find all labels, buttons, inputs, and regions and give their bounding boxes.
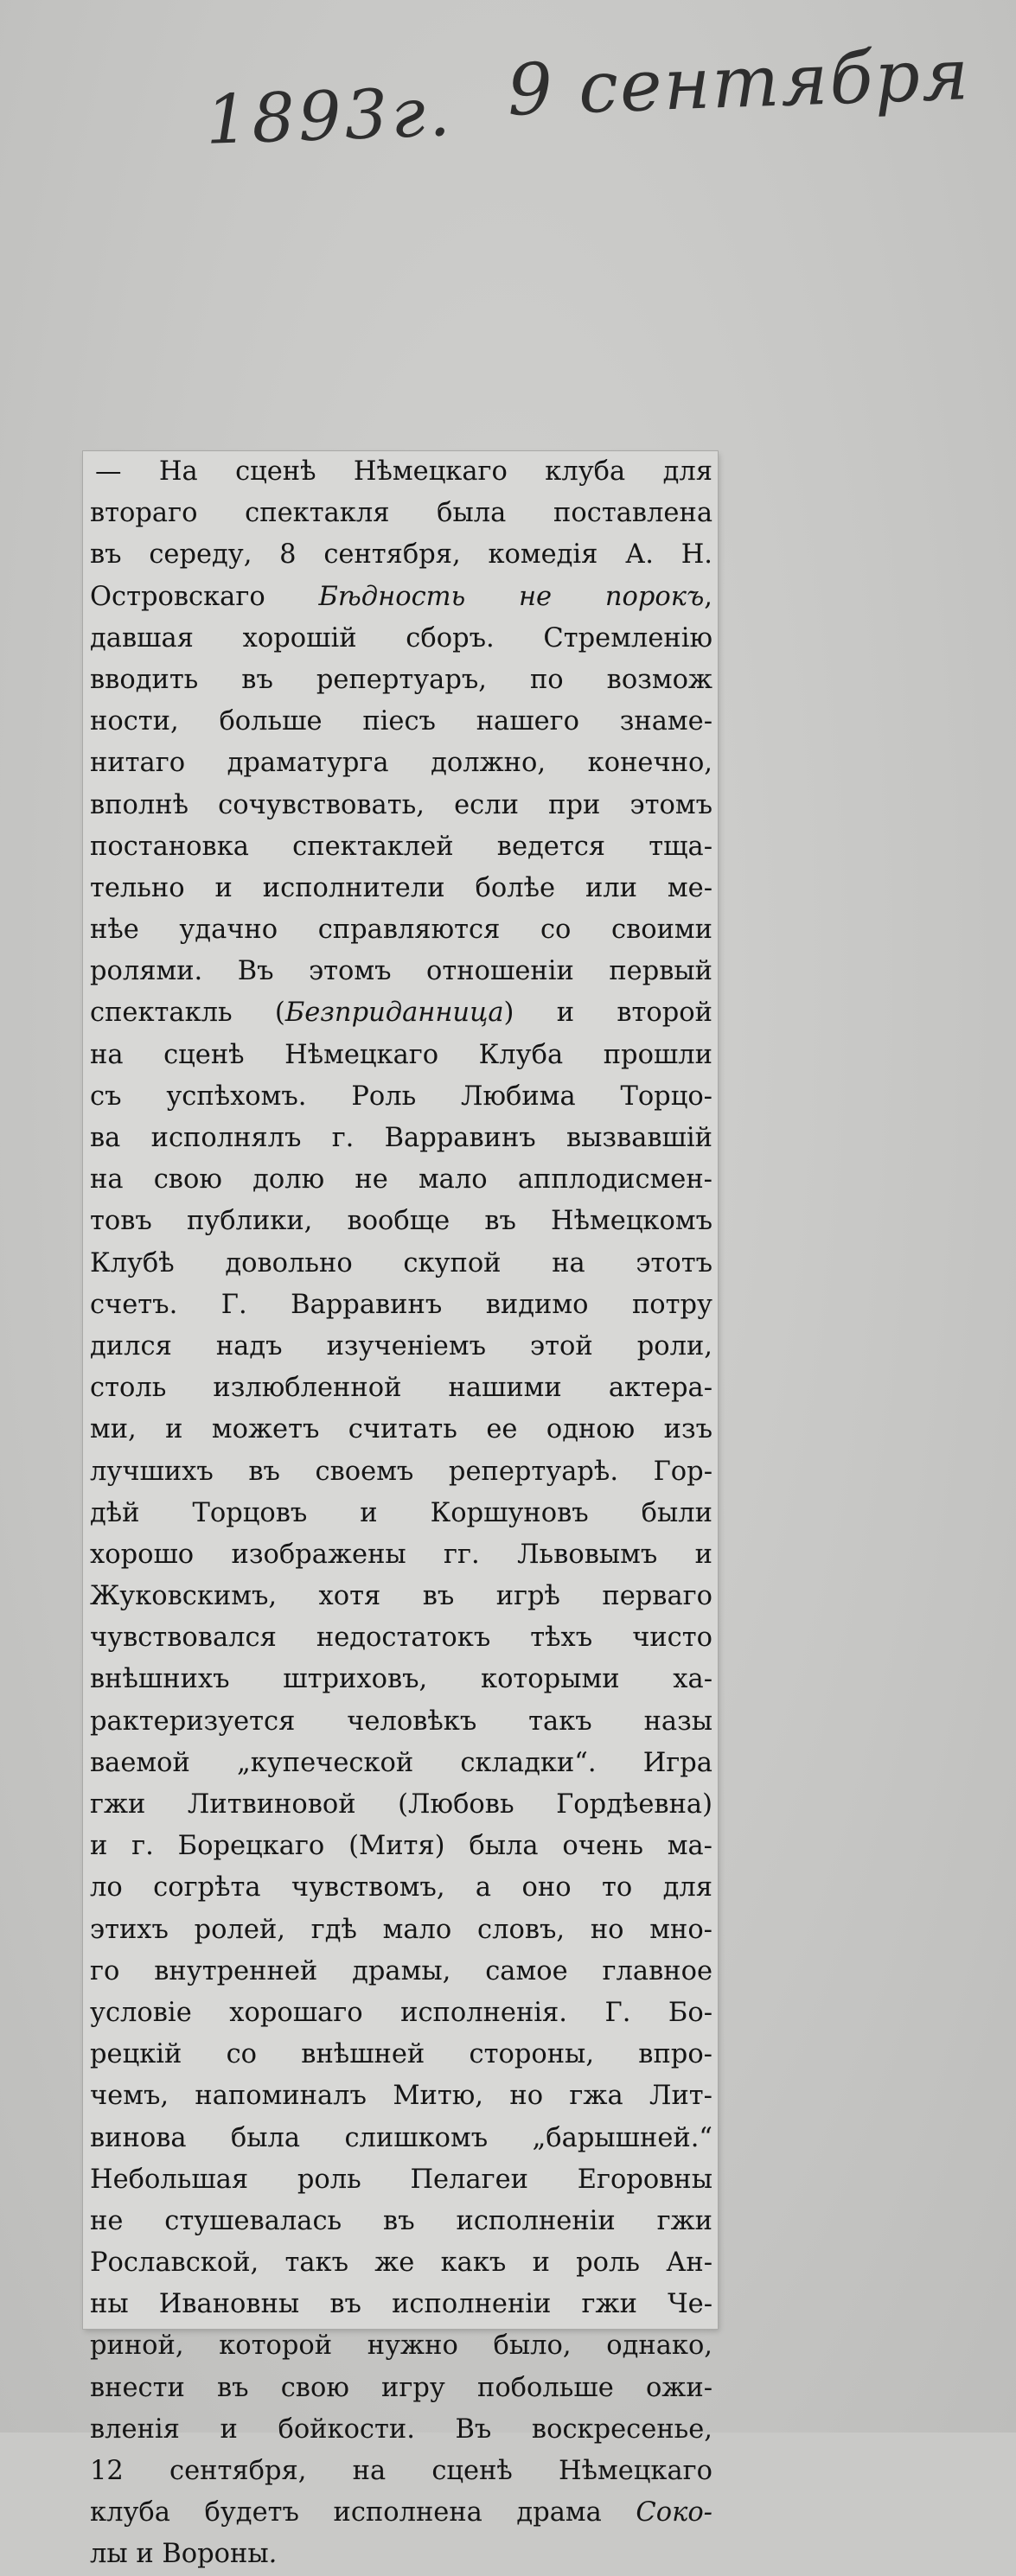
article-line: рецкій со внѣшней стороны, впро- xyxy=(90,2039,712,2070)
article-line: внести въ свою игру побольше ожи- xyxy=(90,2372,712,2403)
article-line: не стушевалась въ исполненіи гжи xyxy=(90,2205,712,2236)
article-line: тельно и исполнители болѣе или ме- xyxy=(90,872,712,903)
article-line: ны Ивановны въ исполненіи гжи Че- xyxy=(90,2289,712,2320)
article-line: дился надъ изученіемъ этой роли, xyxy=(90,1330,712,1361)
article-line: хорошо изображены гг. Львовымъ и xyxy=(90,1539,712,1570)
article-line: на свою долю не мало апплодисмен- xyxy=(90,1164,712,1196)
article-line: ми, и можетъ считать ее одною изъ xyxy=(90,1414,712,1445)
article-line: — На сценѣ Нѣмецкаго клуба для xyxy=(95,456,712,487)
article-line: вполнѣ сочувствовать, если при этомъ xyxy=(90,789,712,820)
article-line: съ успѣхомъ. Роль Любима Торцо- xyxy=(90,1081,712,1112)
article-line: Островскаго Бѣдность не порокъ, xyxy=(90,581,712,612)
article-line: ва исполнялъ г. Варравинъ вызвавшій xyxy=(90,1123,712,1153)
article-line: счетъ. Г. Варравинъ видимо потру xyxy=(90,1289,712,1320)
article-line: дѣй Торцовъ и Коршуновъ были xyxy=(90,1497,712,1528)
article-line: винова была слишкомъ „барышней.“ xyxy=(90,2122,712,2153)
handwritten-year: 1893г. xyxy=(204,73,455,160)
article-line: чемъ, напоминалъ Митю, но гжа Лит- xyxy=(90,2081,712,2112)
article-line: лы и Вороны. xyxy=(90,2539,278,2570)
article-line: Небольшая роль Пелагеи Егоровны xyxy=(90,2164,712,2195)
article-line: условіе хорошаго исполненія. Г. Бо- xyxy=(90,1997,712,2028)
article-line: вводить въ репертуаръ, по возмож xyxy=(90,664,712,695)
article-line: давшая хорошій сборъ. Стремленію xyxy=(90,622,712,654)
article-line: товъ публики, вообще въ Нѣмецкомъ xyxy=(90,1206,712,1237)
handwritten-day-month: 9 сентября xyxy=(506,34,972,132)
article-line: на сценѣ Нѣмецкаго Клуба прошли xyxy=(90,1039,712,1070)
article-line: вленія и бойкости. Въ воскресенье, xyxy=(90,2413,712,2445)
article-line: Жуковскимъ, хотя въ игрѣ перваго xyxy=(90,1581,712,1612)
article-line: спектакль (Безприданница) и второй xyxy=(90,998,712,1029)
article-line: 12 сентября, на сценѣ Нѣмецкаго xyxy=(90,2456,712,2486)
article-line: ло согрѣта чувствомъ, а оно то для xyxy=(90,1872,712,1903)
article-line: рактеризуется человѣкъ такъ назы xyxy=(90,1706,712,1737)
article-line: риной, которой нужно было, однако, xyxy=(90,2331,712,2362)
article-line: столь излюбленной нашими актера- xyxy=(90,1373,712,1404)
article-line: нѣе удачно справляются со своими xyxy=(90,915,712,946)
article-text xyxy=(83,451,718,2576)
article-line: ролями. Въ этомъ отношеніи первый xyxy=(90,956,712,987)
article-line: и г. Борецкаго (Митя) была очень ма- xyxy=(90,1831,712,1862)
article-line: въ середу, 8 сентября, комедія А. Н. xyxy=(90,539,712,571)
article-line: нитаго драматурга должно, конечно, xyxy=(90,748,712,779)
article-line: постановка спектаклей ведется тща- xyxy=(90,831,712,862)
article-line: чувствовался недостатокъ тѣхъ чисто xyxy=(90,1623,712,1654)
article-line: Рославской, такъ же какъ и роль Ан- xyxy=(90,2248,712,2279)
article-line: клуба будетъ исполнена драма Соко- xyxy=(90,2497,712,2528)
article-line: гжи Литвиновой (Любовь Гордѣевна) xyxy=(90,1789,712,1820)
handwritten-date-note xyxy=(203,25,986,182)
article-line: Клубѣ довольно скупой на этотъ xyxy=(90,1247,712,1278)
newspaper-clipping xyxy=(83,451,718,2570)
article-line: го внутренней драмы, самое главное xyxy=(90,1955,712,1986)
article-line: ваемой „купеческой складки“. Игра xyxy=(90,1747,712,1778)
article-line: лучшихъ въ своемъ репертуарѣ. Гор- xyxy=(90,1456,712,1487)
article-line: внѣшнихъ штриховъ, которыми ха- xyxy=(90,1664,712,1695)
article-line: втораго спектакля была поставлена xyxy=(90,498,712,529)
article-line: этихъ ролей, гдѣ мало словъ, но мно- xyxy=(90,1914,712,1945)
article-line: ности, больше піесъ нашего знаме- xyxy=(90,706,712,737)
